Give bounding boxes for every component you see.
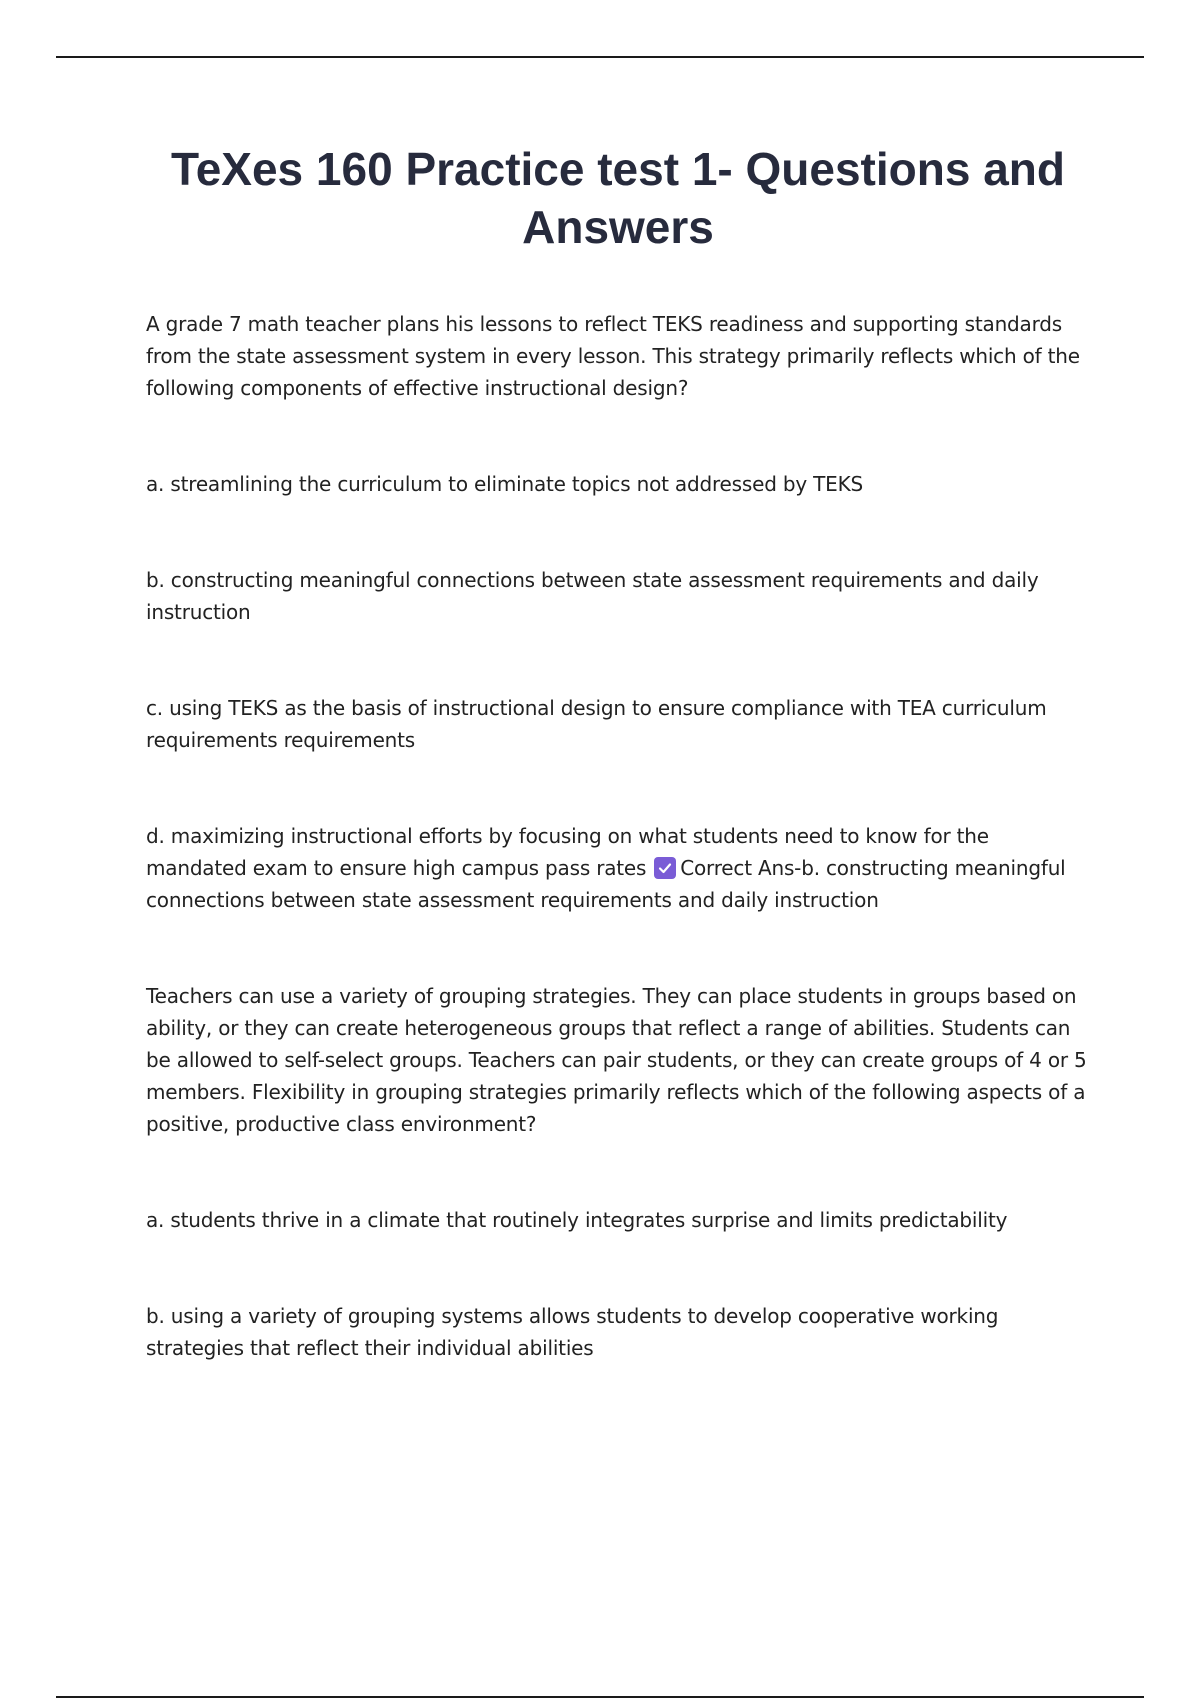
question-block-2 (146, 980, 1090, 1364)
question-text: Teachers can use a variety of grouping strategies. They can place students in groups based on ability, or they can create heterogeneous groups that reflect a range of abilities. Students can be allowed to self-select groups. Teachers can pair students, or they can create groups of 4 or 5 members. Flexibility in grouping strategies primarily reflects which of the following aspects of a positive, productive class environment? (146, 984, 1087, 1136)
question-text: A grade 7 math teacher plans his lessons to reflect TEKS readiness and supporting standards from the state assessment system in every lesson. This strategy primarily reflects which of the following components of effective instructional design? (146, 312, 1080, 400)
option-b: b. using a variety of grouping systems allows students to develop cooperative working strategies that reflect their individual abilities (146, 1304, 999, 1360)
option-b: b. constructing meaningful connections between state assessment requirements and daily instruction (146, 568, 1039, 624)
option-a: a. students thrive in a climate that routinely integrates surprise and limits predictability (146, 1208, 1008, 1232)
checkbox-checked-icon (654, 857, 676, 879)
option-a: a. streamlining the curriculum to eliminate topics not addressed by TEKS (146, 472, 864, 496)
document-page (146, 140, 1090, 1364)
correct-answer: Correct Ans-b. constructing meaningful connections between state assessment requirements and daily instruction (146, 856, 1066, 912)
question-block-1 (146, 308, 1090, 916)
option-d: d. maximizing instructional efforts by focusing on what students need to know for the mandated exam to ensure high campus pass rates (146, 824, 989, 880)
bottom-rule (56, 1696, 1144, 1698)
option-c: c. using TEKS as the basis of instructional design to ensure compliance with TEA curriculum requirements requirements (146, 696, 1047, 752)
option-d-with-answer (146, 820, 1090, 916)
document-title: TeXes 160 Practice test 1- Questions and Answers (171, 143, 1065, 253)
top-rule (56, 56, 1144, 58)
